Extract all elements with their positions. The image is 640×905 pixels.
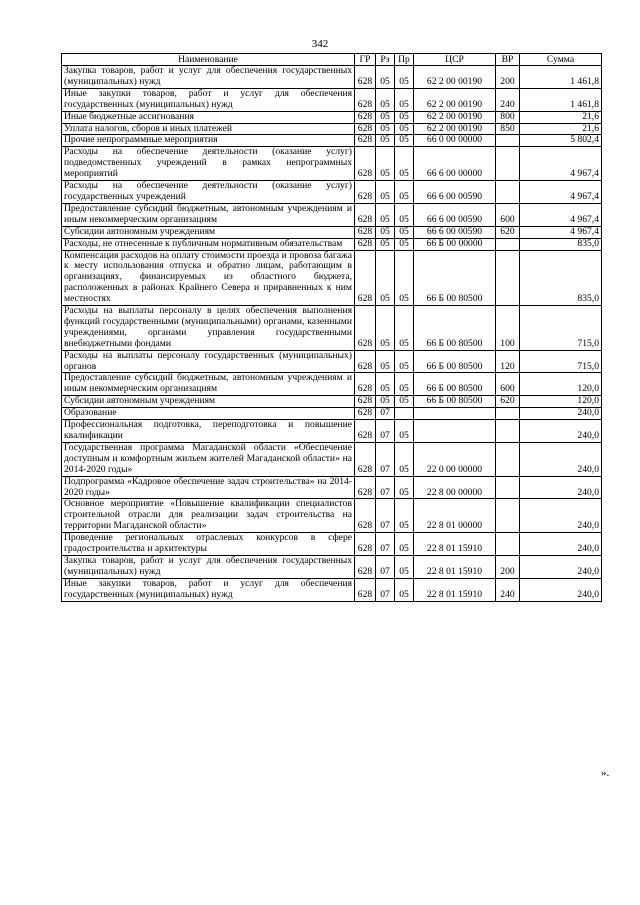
table-row	[62, 476, 602, 499]
cell-gr: 628	[355, 420, 376, 443]
header-csr: ЦСР	[414, 54, 496, 66]
cell-rz: 07	[376, 555, 395, 578]
table-row	[62, 442, 602, 476]
cell-csr: 66 Б 00 80500	[414, 350, 496, 373]
cell-rz: 05	[376, 88, 395, 111]
cell-vr: 240	[496, 578, 520, 601]
cell-sum: 21,6	[520, 111, 602, 123]
cell-sum: 240,0	[520, 476, 602, 499]
cell-gr: 628	[355, 135, 376, 147]
cell-csr: 66 0 00 00000	[414, 135, 496, 147]
cell-rz: 05	[376, 135, 395, 147]
cell-vr: 600	[496, 203, 520, 226]
cell-name: Расходы, не отнесенные к публичным нормативным обязательствам	[62, 238, 355, 250]
cell-name: Расходы на обеспечение деятельности (оказание услуг) государственных учреждений	[62, 181, 355, 204]
cell-sum: 4 967,4	[520, 203, 602, 226]
cell-gr: 628	[355, 442, 376, 476]
cell-pr: 05	[395, 226, 414, 238]
cell-gr: 628	[355, 88, 376, 111]
table-row	[62, 66, 602, 89]
table-row	[62, 578, 602, 601]
cell-csr: 62 2 00 00190	[414, 88, 496, 111]
cell-pr: 05	[395, 123, 414, 135]
cell-vr: 600	[496, 373, 520, 396]
cell-name: Расходы на выплаты персоналу в целях обеспечения выполнения функций государственными (муниципальными) органами, казенными учреждениями, органами управления государственными внебюджетными фондами	[62, 306, 355, 351]
cell-vr	[496, 250, 520, 306]
table-row	[62, 408, 602, 420]
header-row	[62, 54, 602, 66]
cell-sum: 120,0	[520, 373, 602, 396]
cell-name: Иные закупки товаров, работ и услуг для обеспечения государственных (муниципальных) нужд	[62, 88, 355, 111]
cell-name: Закупка товаров, работ и услуг для обеспечения государственных (муниципальных) нужд	[62, 555, 355, 578]
cell-csr: 66 Б 00 00000	[414, 238, 496, 250]
cell-sum: 715,0	[520, 306, 602, 351]
header-name: Наименование	[62, 54, 355, 66]
table-row	[62, 396, 602, 408]
cell-csr: 22 8 00 00000	[414, 476, 496, 499]
cell-vr: 240	[496, 88, 520, 111]
cell-rz: 05	[376, 250, 395, 306]
cell-sum: 240,0	[520, 555, 602, 578]
cell-sum: 715,0	[520, 350, 602, 373]
cell-name: Субсидии автономным учреждениям	[62, 226, 355, 238]
cell-name: Предоставление субсидий бюджетным, автономным учреждениям и иным некоммерческим организациям	[62, 203, 355, 226]
cell-name: Иные закупки товаров, работ и услуг для обеспечения государственных (муниципальных) нужд	[62, 578, 355, 601]
cell-name: Закупка товаров, работ и услуг для обеспечения государственных (муниципальных) нужд	[62, 66, 355, 89]
cell-csr	[414, 408, 496, 420]
table-row	[62, 238, 602, 250]
cell-sum: 4 967,4	[520, 226, 602, 238]
table-row	[62, 250, 602, 306]
cell-vr	[496, 533, 520, 556]
table-row	[62, 533, 602, 556]
cell-vr	[496, 135, 520, 147]
cell-name: Профессиональная подготовка, переподготовка и повышение квалификации	[62, 420, 355, 443]
header-rz: Рз	[376, 54, 395, 66]
cell-rz: 07	[376, 533, 395, 556]
cell-gr: 628	[355, 250, 376, 306]
cell-vr: 850	[496, 123, 520, 135]
cell-csr: 22 0 00 00000	[414, 442, 496, 476]
cell-name: Уплата налогов, сборов и иных платежей	[62, 123, 355, 135]
cell-rz: 05	[376, 396, 395, 408]
table-row	[62, 181, 602, 204]
cell-name: Государственная программа Магаданской области «Обеспечение доступным и комфортным жильем жителей Магаданской области» на 2014-2020 годы»	[62, 442, 355, 476]
cell-sum: 1 461,8	[520, 88, 602, 111]
cell-pr: 05	[395, 111, 414, 123]
cell-vr: 200	[496, 66, 520, 89]
cell-csr	[414, 420, 496, 443]
cell-csr: 66 6 00 00590	[414, 181, 496, 204]
cell-pr	[395, 408, 414, 420]
cell-rz: 05	[376, 350, 395, 373]
cell-name: Прочие непрограммные мероприятия	[62, 135, 355, 147]
table-row	[62, 88, 602, 111]
cell-vr: 800	[496, 111, 520, 123]
page-number: 342	[311, 38, 329, 50]
cell-sum: 120,0	[520, 396, 602, 408]
cell-pr: 05	[395, 147, 414, 181]
cell-gr: 628	[355, 111, 376, 123]
table-row	[62, 373, 602, 396]
cell-name: Субсидии автономным учреждениям	[62, 396, 355, 408]
cell-pr: 05	[395, 66, 414, 89]
header-vr: ВР	[496, 54, 520, 66]
cell-rz: 07	[376, 578, 395, 601]
cell-pr: 05	[395, 533, 414, 556]
table-row	[62, 499, 602, 533]
cell-gr: 628	[355, 373, 376, 396]
cell-gr: 628	[355, 147, 376, 181]
cell-gr: 628	[355, 181, 376, 204]
cell-sum: 835,0	[520, 238, 602, 250]
cell-csr: 66 Б 00 80500	[414, 306, 496, 351]
cell-rz: 05	[376, 181, 395, 204]
cell-gr: 628	[355, 408, 376, 420]
cell-gr: 628	[355, 350, 376, 373]
cell-name: Расходы на обеспечение деятельности (оказание услуг) подведомственных учреждений в рамках непрограммных мероприятий	[62, 147, 355, 181]
table-row	[62, 350, 602, 373]
cell-gr: 628	[355, 203, 376, 226]
cell-pr: 05	[395, 476, 414, 499]
cell-name: Проведение региональных отраслевых конкурсов в сфере градостроительства и архитектуры	[62, 533, 355, 556]
cell-name: Компенсация расходов на оплату стоимости проезда и провоза багажа к месту использования отпуска и обратно лицам, работающим в организациях, финансируемых из областного бюджета, расположенных в районах Крайнего Севера и приравненных к ним местностях	[62, 250, 355, 306]
table-body	[62, 66, 602, 602]
cell-vr: 620	[496, 396, 520, 408]
table-row	[62, 306, 602, 351]
header-gr: ГР	[355, 54, 376, 66]
cell-gr: 628	[355, 476, 376, 499]
cell-vr	[496, 181, 520, 204]
table-row	[62, 420, 602, 443]
cell-csr: 66 Б 00 80500	[414, 250, 496, 306]
cell-pr: 05	[395, 373, 414, 396]
table-row	[62, 147, 602, 181]
cell-csr: 62 2 00 00190	[414, 123, 496, 135]
cell-csr: 62 2 00 00190	[414, 66, 496, 89]
cell-name: Образование	[62, 408, 355, 420]
cell-gr: 628	[355, 238, 376, 250]
cell-pr: 05	[395, 203, 414, 226]
cell-pr: 05	[395, 250, 414, 306]
cell-gr: 628	[355, 226, 376, 238]
cell-vr: 120	[496, 350, 520, 373]
cell-pr: 05	[395, 238, 414, 250]
table-row	[62, 123, 602, 135]
cell-sum: 240,0	[520, 578, 602, 601]
cell-pr: 05	[395, 555, 414, 578]
cell-pr: 05	[395, 350, 414, 373]
cell-pr: 05	[395, 578, 414, 601]
cell-pr: 05	[395, 396, 414, 408]
cell-rz: 05	[376, 123, 395, 135]
cell-sum: 240,0	[520, 533, 602, 556]
cell-vr	[496, 442, 520, 476]
cell-name: Основное мероприятие «Повышение квалификации специалистов строительной отрасли для реализации задач строительства на территории Магаданской области»	[62, 499, 355, 533]
cell-pr: 05	[395, 135, 414, 147]
cell-rz: 05	[376, 111, 395, 123]
cell-rz: 07	[376, 420, 395, 443]
cell-vr	[496, 420, 520, 443]
cell-sum: 1 461,8	[520, 66, 602, 89]
cell-sum: 4 967,4	[520, 181, 602, 204]
cell-vr: 620	[496, 226, 520, 238]
cell-vr	[496, 408, 520, 420]
table-row	[62, 111, 602, 123]
table-header	[62, 54, 602, 66]
cell-csr: 22 8 01 15910	[414, 533, 496, 556]
cell-rz: 05	[376, 238, 395, 250]
cell-rz: 07	[376, 476, 395, 499]
cell-gr: 628	[355, 123, 376, 135]
table-row	[62, 203, 602, 226]
cell-pr: 05	[395, 181, 414, 204]
cell-vr	[496, 499, 520, 533]
cell-csr: 66 Б 00 80500	[414, 396, 496, 408]
closing-quote-mark: ».	[601, 767, 610, 779]
cell-csr: 66 6 00 00000	[414, 147, 496, 181]
cell-sum: 240,0	[520, 442, 602, 476]
cell-vr	[496, 476, 520, 499]
cell-sum: 240,0	[520, 499, 602, 533]
cell-gr: 628	[355, 533, 376, 556]
cell-gr: 628	[355, 578, 376, 601]
cell-csr: 66 6 00 00590	[414, 203, 496, 226]
cell-rz: 05	[376, 373, 395, 396]
cell-name: Расходы на выплаты персоналу государственных (муниципальных) органов	[62, 350, 355, 373]
cell-csr: 62 2 00 00190	[414, 111, 496, 123]
cell-sum: 835,0	[520, 250, 602, 306]
cell-vr: 200	[496, 555, 520, 578]
cell-vr	[496, 147, 520, 181]
table-row	[62, 135, 602, 147]
cell-gr: 628	[355, 396, 376, 408]
cell-sum: 5 802,4	[520, 135, 602, 147]
cell-sum: 240,0	[520, 408, 602, 420]
table-row	[62, 555, 602, 578]
cell-rz: 05	[376, 66, 395, 89]
cell-gr: 628	[355, 306, 376, 351]
cell-rz: 07	[376, 499, 395, 533]
header-sum: Сумма	[520, 54, 602, 66]
cell-rz: 05	[376, 147, 395, 181]
cell-sum: 240,0	[520, 420, 602, 443]
cell-rz: 05	[376, 203, 395, 226]
cell-pr: 05	[395, 306, 414, 351]
cell-sum: 21,6	[520, 123, 602, 135]
cell-pr: 05	[395, 88, 414, 111]
cell-rz: 05	[376, 306, 395, 351]
cell-pr: 05	[395, 420, 414, 443]
cell-gr: 628	[355, 555, 376, 578]
cell-csr: 66 6 00 00590	[414, 226, 496, 238]
cell-name: Иные бюджетные ассигнования	[62, 111, 355, 123]
table-row	[62, 226, 602, 238]
cell-rz: 05	[376, 226, 395, 238]
cell-name: Подпрограмма «Кадровое обеспечение задач строительства» на 2014-2020 годы»	[62, 476, 355, 499]
budget-table	[61, 53, 602, 602]
cell-sum: 4 967,4	[520, 147, 602, 181]
cell-name: Предоставление субсидий бюджетным, автономным учреждениям и иным некоммерческим организациям	[62, 373, 355, 396]
cell-vr: 100	[496, 306, 520, 351]
cell-csr: 22 8 01 15910	[414, 555, 496, 578]
cell-csr: 22 8 01 00000	[414, 499, 496, 533]
cell-rz: 07	[376, 442, 395, 476]
cell-csr: 66 Б 00 80500	[414, 373, 496, 396]
cell-gr: 628	[355, 66, 376, 89]
header-pr: Пр	[395, 54, 414, 66]
cell-gr: 628	[355, 499, 376, 533]
cell-pr: 05	[395, 442, 414, 476]
cell-rz: 07	[376, 408, 395, 420]
cell-csr: 22 8 01 15910	[414, 578, 496, 601]
cell-pr: 05	[395, 499, 414, 533]
cell-vr	[496, 238, 520, 250]
